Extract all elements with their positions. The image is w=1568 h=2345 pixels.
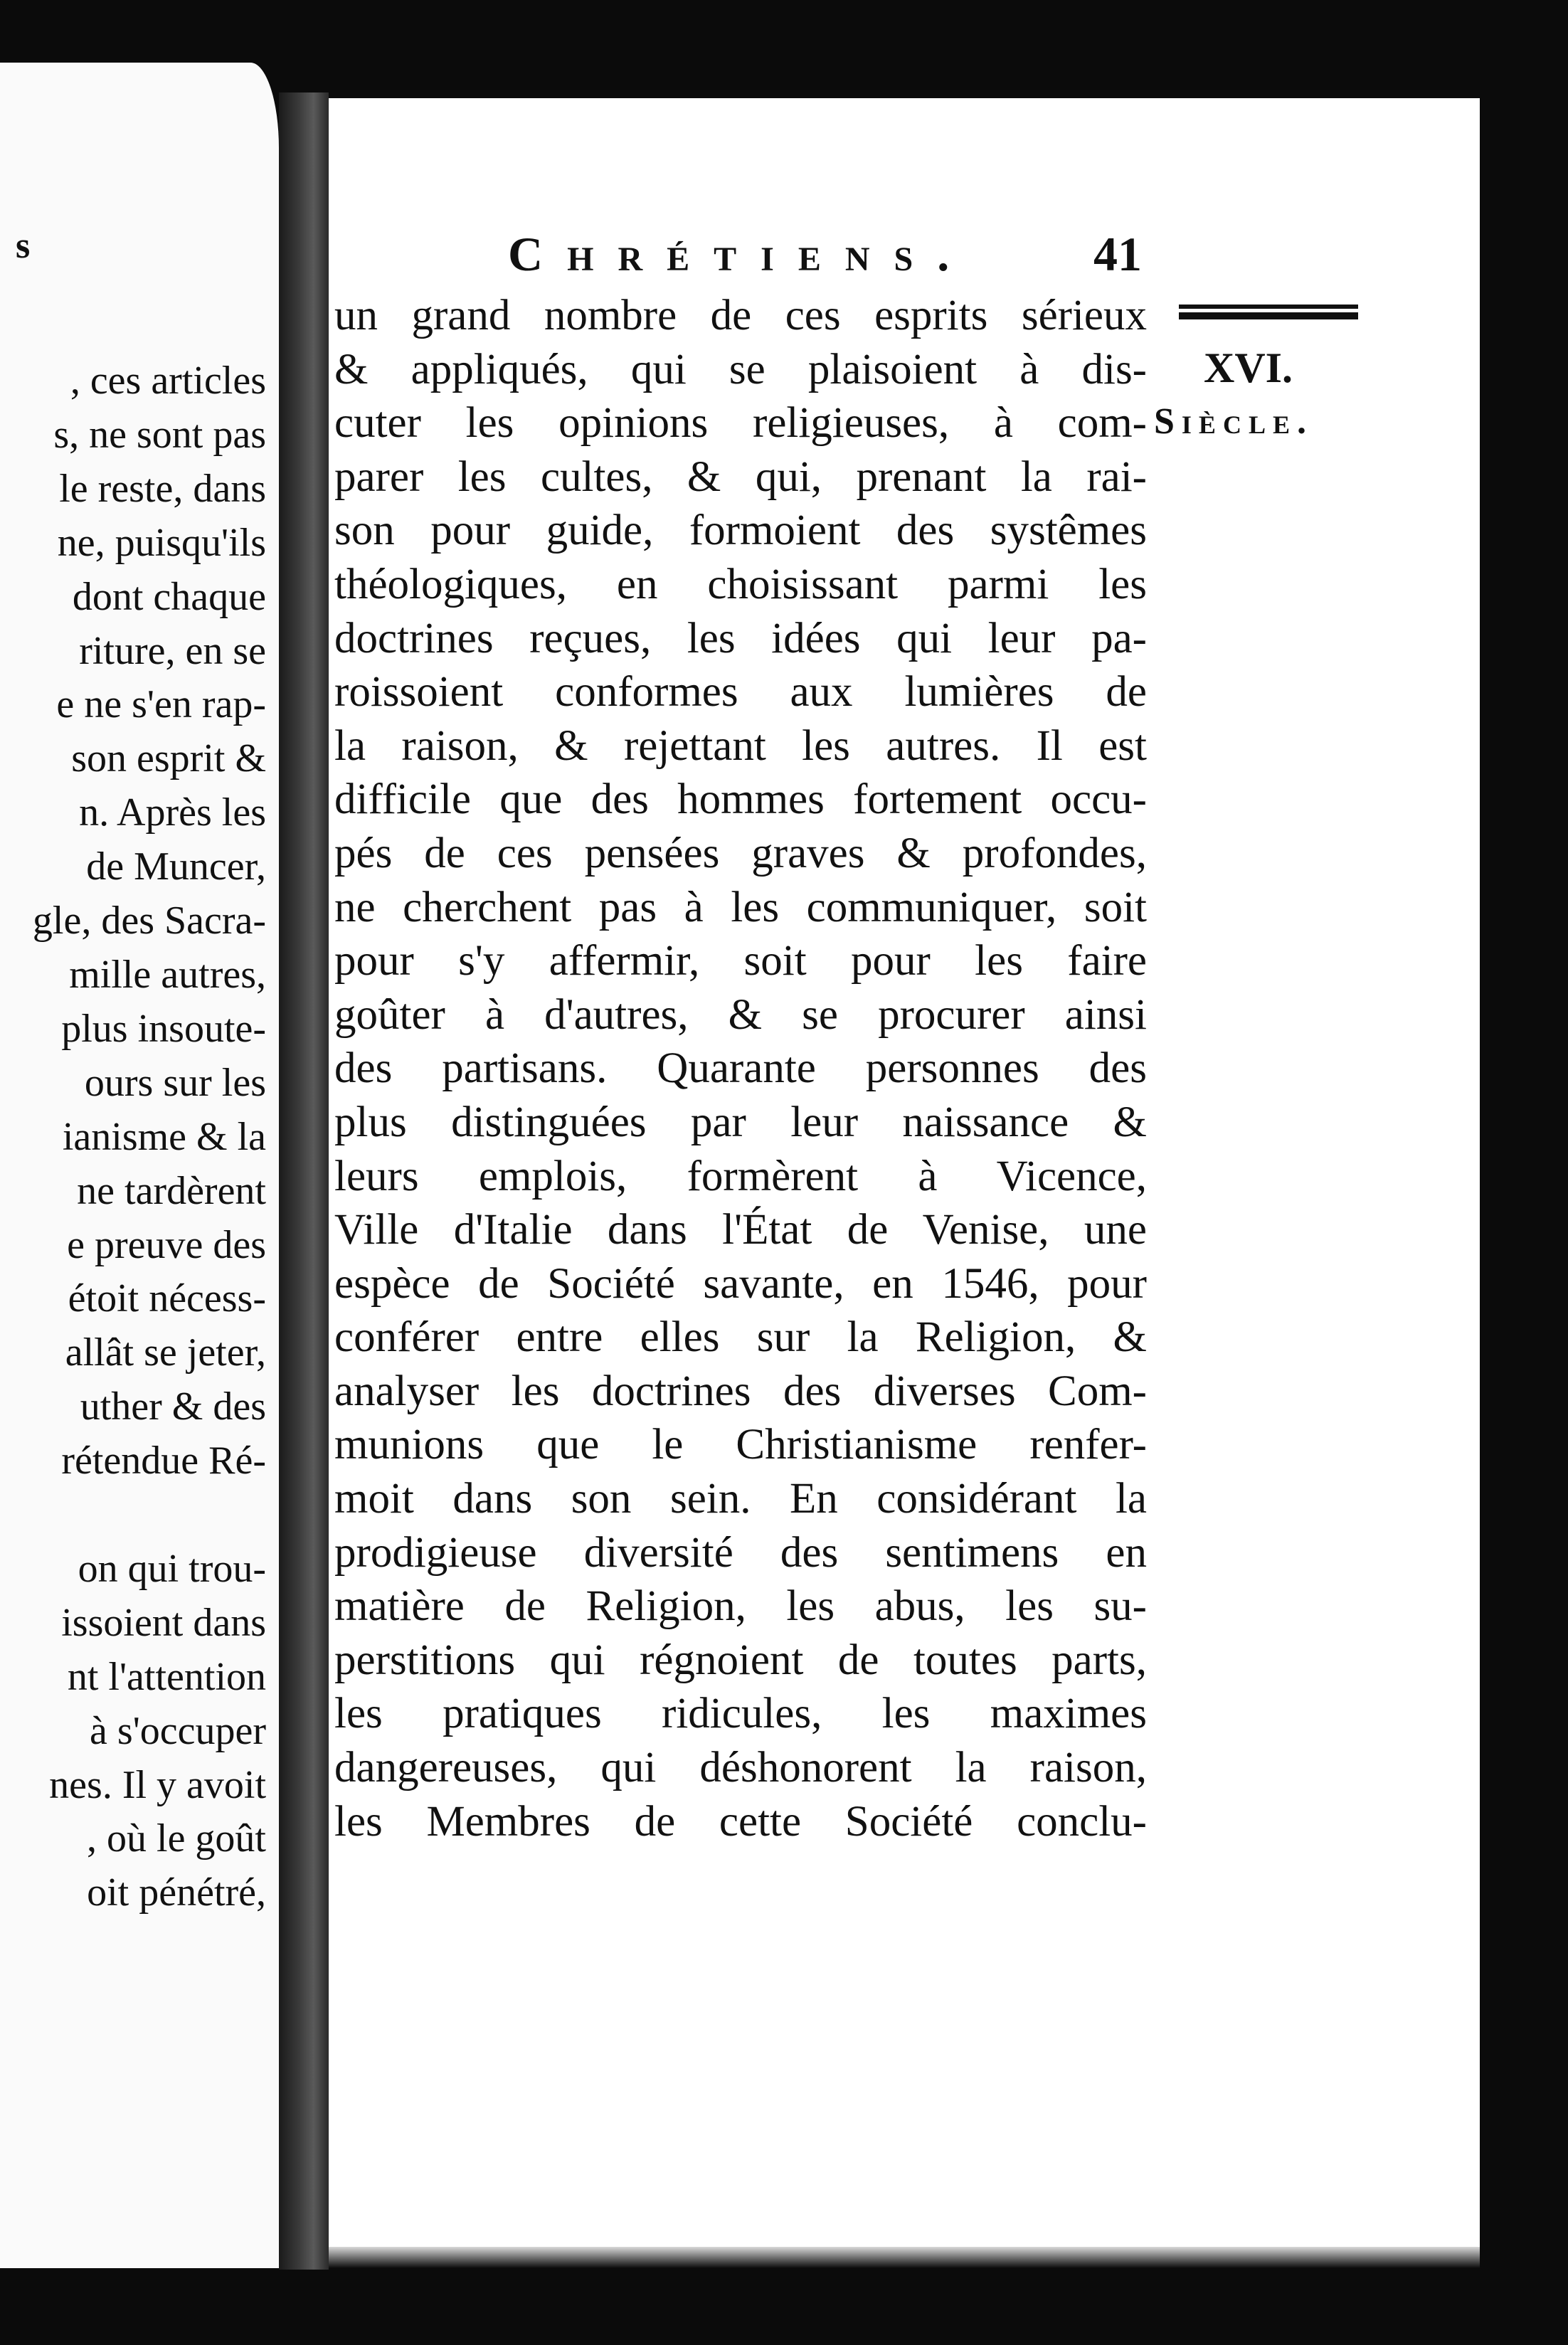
left-text-line: rétendue Ré- [61,1439,266,1483]
text-line: doctrines reçues, les idées qui leur pa- [334,614,1147,662]
left-text-line: n. Après les [79,790,266,835]
text-line: plus distinguées par leur naissance & [334,1098,1147,1146]
body-text [329,289,1147,1848]
left-text-line: gle, des Sacra- [32,899,266,943]
text-line: son pour guide, formoient des systêmes [334,507,1147,555]
left-text-line: , ces articles [70,359,266,403]
text-line: pour s'y affermir, soit pour les faire [334,937,1147,985]
text-line: théologiques, en choisissant parmi les [334,560,1147,608]
left-text-line: à s'occuper [90,1708,266,1753]
left-text-line: uther & des [80,1385,266,1429]
left-page-text [33,354,266,1920]
text-line: conférer entre elles sur la Religion, & [334,1313,1147,1362]
left-text-line: ianisme & la [62,1114,266,1159]
left-text-line: on qui trou- [78,1546,266,1591]
text-line: difficile que des hommes fortement occu- [334,776,1147,824]
left-text-line: nes. Il y avoit [49,1762,266,1807]
text-line: parer les cultes, & qui, prenant la rai- [334,452,1147,501]
text-line: pés de ces pensées graves & profondes, [334,829,1147,877]
left-text-line [33,1488,266,1542]
margin-note-century: XVI. [1204,344,1293,391]
right-page [329,98,1480,2247]
left-page-header: s [16,226,31,266]
text-line: des partisans. Quarante personnes des [334,1044,1147,1093]
text-line: munions que le Christianisme renfer- [334,1421,1147,1469]
page-number: 41 [1093,227,1142,281]
left-text-line: oit pénétré, [87,1870,266,1915]
left-text-line: s, ne sont pas [53,412,266,457]
text-line: ne cherchent pas à les communiquer, soit [334,883,1147,931]
left-text-line: mille autres, [69,952,266,997]
left-text-line: riture, en se [79,628,266,673]
left-text-line: allât se jeter, [65,1330,266,1375]
left-text-line: issoient dans [61,1600,266,1645]
text-line: un grand nombre de ces esprits sérieux [334,292,1147,339]
left-text-line: ne, puisqu'ils [57,520,266,565]
left-text-line: e ne s'en rap- [56,682,266,727]
text-line: les pratiques ridicules, les maximes [334,1690,1147,1738]
text-line: cuter les opinions religieuses, à com- [334,399,1147,448]
margin-note-label: Siècle. [1154,401,1313,442]
page-bottom-shadow [329,2247,1480,2268]
text-line: les Membres de cette Société conclu- [334,1797,1147,1846]
text-line: Ville d'Italie dans l'État de Venise, une [334,1206,1147,1254]
running-head: Chrétiens. [508,227,974,281]
text-line: roissoient conformes aux lumières de [334,668,1147,716]
book-gutter [279,92,329,2270]
left-text-line: de Muncer, [86,845,266,889]
margin-double-rule [1179,305,1358,322]
text-line: la raison, & rejettant les autres. Il est [334,721,1147,770]
left-text-line: nt l'attention [67,1654,266,1699]
text-line: dangereuses, qui déshonorent la raison, [334,1744,1147,1792]
left-page [0,63,279,2268]
text-line: espèce de Société savante, en 1546, pour [334,1259,1147,1308]
left-text-line: le reste, dans [59,466,266,511]
left-text-line: ne tardèrent [77,1168,266,1213]
text-line: leurs emplois, formèrent à Vicence, [334,1152,1147,1200]
text-line: goûter à d'autres, & se procurer ainsi [334,990,1147,1039]
text-line: analyser les doctrines des diverses Com- [334,1367,1147,1415]
left-text-line: e preuve des [67,1222,266,1267]
left-text-line: son esprit & [71,736,266,781]
left-text-line: dont chaque [72,574,266,619]
left-text-line: , où le goût [87,1816,266,1861]
text-line: moit dans son sein. En considérant la [334,1475,1147,1523]
text-line: perstitions qui régnoient de toutes parts, [334,1636,1147,1684]
text-line: matière de Religion, les abus, les su- [334,1582,1147,1631]
left-text-line: ours sur les [84,1060,266,1105]
text-line: & appliqués, qui se plaisoient à dis- [334,345,1147,393]
text-line: prodigieuse diversité des sentimens en [334,1528,1147,1577]
left-text-line: plus insoute- [61,1006,266,1051]
left-text-line: étoit nécess- [68,1276,266,1321]
